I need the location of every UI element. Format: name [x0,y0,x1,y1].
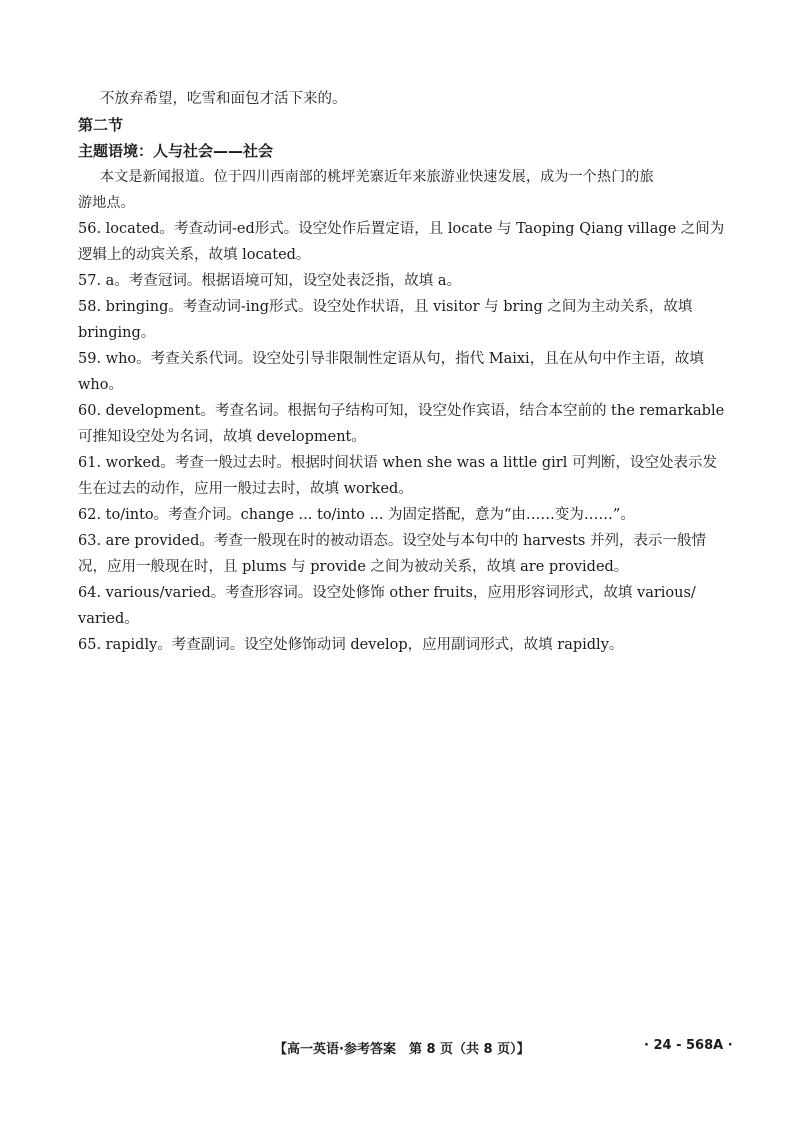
answer-line: 生在过去的动作，应用一般过去时，故填 worked。 [78,481,413,497]
answer-line: who。 [78,377,123,393]
passage-intro [78,164,728,216]
answer-item-61 [78,450,728,502]
answer-line: 56. located。考查动词-ed形式。设空处作后置定语，且 locate 与 Taoping Qiang village 之间为 [78,221,725,237]
footer-page-info: 【高一英语·参考答案 第 8 页（共 8 页）】 [274,1042,530,1057]
answer-line: 逻辑上的动宾关系，故填 located。 [78,247,311,263]
intro-line: 本文是新闻报道。位于四川西南部的桃坪羌寨近年来旅游业快速发展，成为一个热门的旅 [100,169,654,185]
footer-code: · 24 - 568A · [644,1038,733,1053]
answer-line: 62. to/into。考查介词。change ... to/into ... 为固定搭配，意为“由……变为……”。 [78,507,635,523]
continuation-text: 不放弃希望，吃雪和面包才活下来的。 [100,91,347,107]
answer-line: 可推知设空处为名词，故填 development。 [78,429,366,445]
answer-item-58 [78,294,728,346]
answer-line: 57. a。考查冠词。根据语境可知，设空处表泛指，故填 a。 [78,273,462,289]
section-title: 第二节 [78,116,124,134]
answer-item-60 [78,398,728,450]
answer-line: 58. bringing。考查动词-ing形式。设空处作状语，且 visitor 与 bring 之间为主动关系，故填 [78,299,693,315]
answer-line: 64. various/varied。考查形容词。设空处修饰 other fruits，应用形容词形式，故填 various/ [78,585,696,601]
answer-item-62 [78,502,728,528]
intro-line: 游地点。 [78,195,135,211]
answer-list [78,216,728,658]
answer-item-57 [78,268,728,294]
answer-item-59 [78,346,728,398]
answer-line: 况，应用一般现在时，且 plums 与 provide 之间为被动关系，故填 are provided。 [78,559,629,575]
answer-item-63 [78,528,728,580]
answer-item-64 [78,580,728,632]
answer-line: 63. are provided。考查一般现在时的被动语态。设空处与本句中的 harvests 并列，表示一般情 [78,533,706,549]
answer-item-65 [78,632,728,658]
answer-line: 60. development。考查名词。根据句子结构可知，设空处作宾语，结合本空前的 the remarkable [78,403,725,419]
theme-context: 主题语境：人与社会——社会 [78,142,274,160]
answer-line: 59. who。考查关系代词。设空处引导非限制性定语从句，指代 Maixi，且在从句中作主语，故填 [78,351,704,367]
page-content [78,86,728,658]
answer-line: varied。 [78,611,139,627]
answer-line: 61. worked。考查一般过去时。根据时间状语 when she was a little girl 可判断，设空处表示发 [78,455,717,471]
answer-item-56 [78,216,728,268]
answer-line: 65. rapidly。考查副词。设空处修饰动词 develop，应用副词形式，故填 rapidly。 [78,637,624,653]
answer-line: bringing。 [78,325,156,341]
